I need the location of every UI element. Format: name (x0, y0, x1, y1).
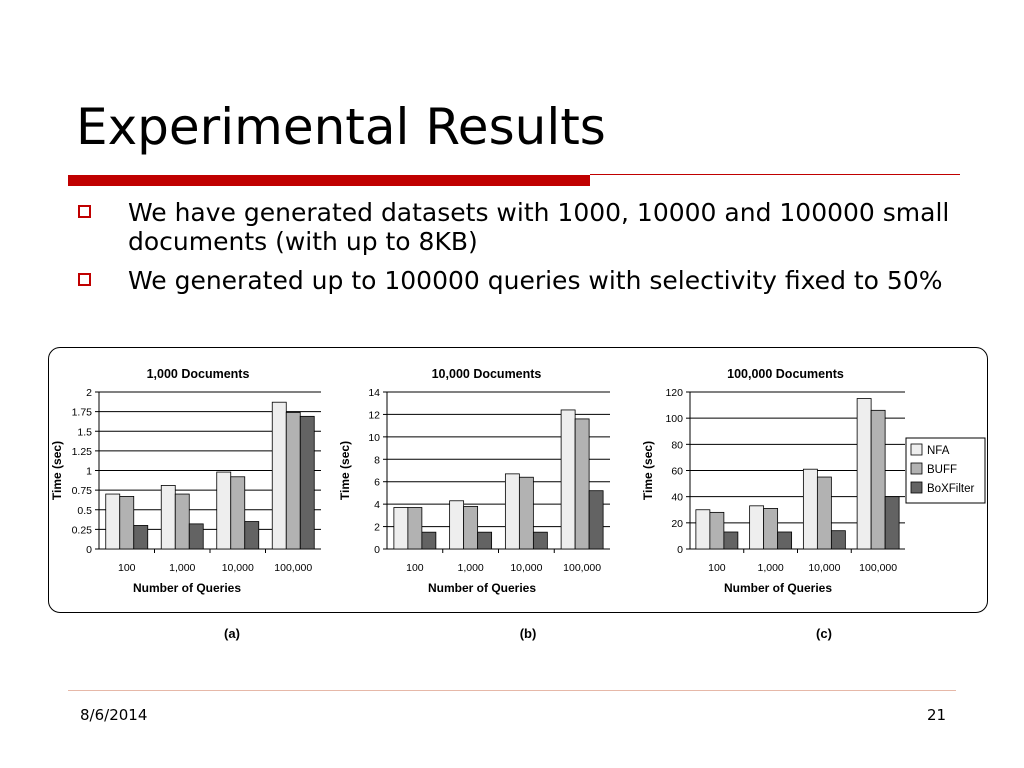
bar (120, 496, 134, 549)
slide-title: Experimental Results (76, 98, 606, 156)
bullet-text: We generated up to 100000 queries with selectivity fixed to 50% (128, 266, 943, 295)
bar (272, 402, 286, 549)
y-tick-label: 0.75 (71, 485, 92, 498)
legend-swatch (911, 482, 922, 493)
footer-date: 8/6/2014 (80, 706, 148, 724)
chart-caption: (c) (816, 626, 832, 641)
bar (422, 532, 436, 549)
x-axis-title: Number of Queries (427, 581, 537, 595)
y-tick-label: 1 (86, 465, 92, 478)
bar (871, 410, 885, 549)
legend-label: NFA (927, 445, 950, 457)
bar (505, 474, 519, 549)
bar (450, 501, 464, 549)
y-tick-label: 12 (368, 409, 380, 422)
bar (764, 508, 778, 549)
chart-title: 1,000 Documents (146, 367, 250, 381)
y-axis-title: Time (sec) (338, 440, 352, 501)
bar (803, 469, 817, 549)
x-tick-label: 1,000 (757, 562, 784, 574)
footer-divider (68, 690, 956, 691)
bar (817, 477, 831, 549)
bar (885, 497, 899, 549)
legend-label: BUFF (927, 464, 958, 476)
y-tick-label: 80 (671, 439, 683, 452)
bar (831, 531, 845, 549)
bar (533, 532, 547, 549)
y-tick-label: 4 (374, 499, 380, 512)
bar (750, 506, 764, 549)
bar (175, 494, 189, 549)
y-tick-label: 6 (374, 476, 380, 489)
x-tick-label: 100 (117, 562, 136, 574)
bar (589, 491, 603, 549)
y-tick-label: 0 (677, 544, 683, 556)
y-tick-label: 8 (374, 454, 380, 467)
bar (189, 524, 203, 549)
legend-swatch (911, 463, 922, 474)
x-tick-label: 100,000 (563, 562, 602, 574)
bar (245, 522, 259, 549)
bar (710, 512, 724, 549)
bar (478, 532, 492, 549)
y-tick-label: 0.5 (77, 504, 92, 517)
y-tick-label: 2 (374, 521, 380, 534)
y-tick-label: 60 (671, 465, 683, 478)
y-tick-label: 0 (374, 544, 380, 556)
chart-title: 10,000 Documents (431, 367, 542, 381)
y-tick-label: 1.5 (77, 426, 92, 439)
chart-title: 100,000 Documents (727, 367, 844, 381)
x-tick-label: 1,000 (457, 562, 484, 574)
x-axis-title: Number of Queries (132, 581, 242, 595)
bar (778, 532, 792, 549)
y-tick-label: 10 (368, 431, 380, 444)
bar (696, 510, 710, 549)
y-tick-label: 1.25 (71, 445, 92, 458)
x-tick-label: 100 (708, 562, 726, 574)
y-tick-label: 14 (368, 387, 380, 399)
bar (300, 416, 314, 549)
bar (575, 419, 589, 549)
bullet-text: We have generated datasets with 1000, 10000 and 100000 small documents (with up to 8KB) (128, 198, 950, 256)
x-axis-title: Number of Queries (723, 581, 833, 595)
chart-caption: (b) (519, 626, 537, 641)
bar (519, 477, 533, 549)
bar (394, 508, 408, 549)
bar (217, 472, 231, 549)
x-tick-label: 100 (406, 562, 424, 574)
y-tick-label: 0.25 (71, 524, 92, 537)
y-tick-label: 2 (86, 387, 92, 399)
x-tick-label: 100,000 (274, 562, 313, 574)
x-tick-label: 100,000 (859, 562, 898, 574)
y-tick-label: 120 (665, 387, 683, 399)
chart-caption: (a) (224, 626, 240, 641)
y-tick-label: 0 (86, 544, 92, 556)
y-tick-label: 1.75 (71, 406, 92, 419)
y-tick-label: 100 (665, 413, 683, 426)
x-tick-label: 10,000 (221, 562, 254, 574)
bar (561, 410, 575, 549)
bar (134, 525, 148, 549)
page-number: 21 (927, 706, 947, 724)
bar (231, 477, 245, 549)
legend-swatch (911, 444, 922, 455)
x-tick-label: 10,000 (510, 562, 543, 574)
bar (408, 508, 422, 549)
legend-label: BoXFilter (927, 483, 975, 495)
y-tick-label: 20 (671, 517, 683, 530)
y-axis-title: Time (sec) (641, 440, 655, 501)
x-tick-label: 1,000 (169, 562, 196, 574)
bar (286, 412, 300, 549)
y-axis-title: Time (sec) (50, 440, 64, 501)
bar (857, 399, 871, 549)
bar (161, 485, 175, 549)
x-tick-label: 10,000 (808, 562, 841, 574)
bar (724, 532, 738, 549)
y-tick-label: 40 (671, 491, 683, 504)
bar (464, 506, 478, 549)
bar (106, 494, 120, 549)
